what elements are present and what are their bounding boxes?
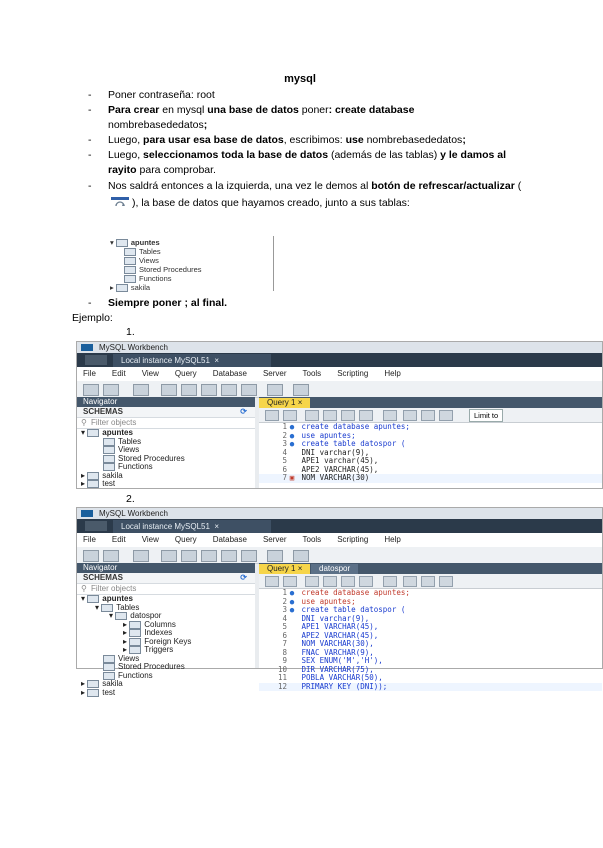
- line-number: 4: [282, 613, 287, 623]
- tree-label: Tables: [139, 247, 161, 256]
- folder-icon: [129, 621, 141, 629]
- code-text: APE1 varchar(45),: [301, 456, 379, 465]
- tree-label: sakila: [102, 679, 123, 689]
- menu-tools[interactable]: Tools: [302, 535, 322, 544]
- window-title: MySQL Workbench: [99, 509, 168, 518]
- explain-icon[interactable]: [341, 410, 355, 421]
- menu-query[interactable]: Query: [174, 369, 197, 378]
- code-line: [259, 683, 602, 692]
- database-icon: [87, 689, 99, 697]
- example-number-1: 1.: [126, 326, 135, 338]
- code-line: 3 ● create table datospor (: [259, 606, 602, 615]
- tree-label: apuntes: [130, 238, 160, 247]
- autocommit-icon[interactable]: [439, 410, 453, 421]
- refresh-icon: [108, 197, 132, 209]
- navigator-panel: [77, 397, 255, 488]
- tree-item-tables: [124, 247, 161, 256]
- code-text: APE2 VARCHAR(45),: [301, 630, 379, 640]
- refresh-icon[interactable]: ⟳: [240, 573, 247, 582]
- tree-item-procedures: [124, 265, 202, 274]
- window-title: MySQL Workbench: [99, 343, 168, 352]
- schemas-header: [77, 407, 255, 418]
- create-view-icon[interactable]: [201, 550, 217, 562]
- line-number: 2: [282, 430, 287, 440]
- window-titlebar: [77, 342, 602, 353]
- toggle-error-icon[interactable]: [383, 410, 397, 421]
- tree-label: Tables: [116, 602, 140, 612]
- editor-toolbar: [259, 408, 602, 423]
- tree-label: Columns: [144, 619, 176, 629]
- folder-icon: [124, 275, 136, 283]
- final-note: [88, 296, 528, 311]
- text: en mysql: [159, 104, 208, 116]
- tree-label: Tables: [118, 436, 142, 446]
- folder-icon: [129, 638, 141, 646]
- navigator-header: Navigator: [77, 397, 255, 407]
- tab-label: Local instance MySQL51: [121, 522, 210, 531]
- line-number: 1: [282, 588, 287, 597]
- tree-item-test[interactable]: ▸ test: [81, 687, 116, 697]
- folder-icon: [124, 248, 136, 256]
- menu-server[interactable]: Server: [262, 535, 287, 544]
- main-toolbar: [77, 547, 602, 564]
- query-editor: [259, 397, 602, 488]
- menu-file[interactable]: File: [83, 369, 96, 378]
- document-title: mysql: [284, 73, 316, 85]
- tab-label: Query 1: [267, 398, 296, 407]
- create-procedure-icon[interactable]: [221, 384, 237, 396]
- create-schema-icon[interactable]: [161, 384, 177, 396]
- line-number: 10: [277, 664, 287, 674]
- database-icon: [116, 284, 128, 292]
- tree-label: Indexes: [144, 628, 173, 638]
- line-number: 1: [282, 422, 287, 431]
- bullet-create-db: [88, 103, 528, 133]
- create-table-icon[interactable]: [181, 384, 197, 396]
- tab-query-1[interactable]: Query 1 ×: [259, 564, 310, 574]
- menu-edit[interactable]: Edit: [111, 369, 126, 378]
- open-file-icon[interactable]: [265, 576, 279, 587]
- open-sql-icon[interactable]: [103, 550, 119, 562]
- bold-text: seleccionamos toda la base de datos: [143, 149, 329, 161]
- code-text: use apuntes;: [301, 430, 356, 440]
- sql-code[interactable]: [259, 423, 602, 483]
- bold-text: una base de datos: [207, 104, 299, 116]
- new-sql-tab-icon[interactable]: [83, 550, 99, 562]
- text: para comprobar.: [136, 164, 216, 176]
- code-text: use apuntes;: [301, 596, 356, 606]
- stop-icon[interactable]: [359, 410, 373, 421]
- tree-item-foreign-keys[interactable]: ▸ Foreign Keys: [123, 636, 192, 646]
- bold-text: : create database: [328, 104, 415, 116]
- tree-label: Stored Procedures: [118, 662, 185, 672]
- bold-text: ;: [203, 119, 208, 131]
- menubar: [77, 533, 602, 547]
- tree-label: Functions: [118, 670, 153, 680]
- tree-item-apuntes[interactable]: ▾ apuntes: [81, 594, 133, 604]
- refresh-icon[interactable]: ⟳: [240, 407, 247, 416]
- create-function-icon[interactable]: [241, 384, 257, 396]
- tree-item-triggers[interactable]: ▸ Triggers: [123, 645, 174, 655]
- folder-icon: [103, 438, 115, 446]
- line-number: 2: [282, 596, 287, 606]
- code-line: 2 ● use apuntes;: [259, 432, 602, 441]
- sql-code[interactable]: [259, 589, 602, 691]
- table-icon: [115, 612, 127, 620]
- code-text: DNI varchar(9),: [301, 447, 370, 457]
- explain-icon[interactable]: [341, 576, 355, 587]
- commit-icon[interactable]: [403, 410, 417, 421]
- tree-item-tables[interactable]: ▾ Tables: [95, 602, 140, 612]
- connection-tab[interactable]: Local instance MySQL51 ×: [113, 520, 271, 533]
- tree-label: sakila: [130, 283, 151, 292]
- tab-label: Query 1: [267, 564, 296, 573]
- menu-edit[interactable]: Edit: [111, 535, 126, 544]
- text: Luego,: [108, 134, 144, 146]
- database-icon: [87, 680, 99, 688]
- tab-datospor[interactable]: [311, 564, 358, 574]
- tree-label: Views: [139, 256, 159, 265]
- workbench-screenshot-2: [76, 507, 603, 697]
- bullet-use-db: [88, 133, 528, 148]
- menu-query[interactable]: Query: [174, 535, 197, 544]
- line-number: 3: [282, 605, 287, 614]
- tree-item-sakila[interactable]: ▸ sakila: [81, 679, 123, 689]
- menu-file[interactable]: File: [83, 535, 96, 544]
- code-line: 1 ● create database apuntes;: [259, 423, 602, 432]
- code-text: create table datospor (: [301, 605, 406, 614]
- menu-tools[interactable]: Tools: [302, 369, 322, 378]
- database-icon: [87, 472, 99, 480]
- tree-label: Stored Procedures: [139, 265, 202, 274]
- autocommit-icon[interactable]: [439, 576, 453, 587]
- create-procedure-icon[interactable]: [221, 550, 237, 562]
- code-line: 1 ● create database apuntes;: [259, 589, 602, 598]
- tab-label: Local instance MySQL51: [121, 356, 210, 365]
- tree-label: apuntes: [102, 594, 133, 604]
- search-table-icon[interactable]: [267, 550, 283, 562]
- schema-tree-snippet: [108, 236, 274, 291]
- window-titlebar: [77, 508, 602, 519]
- connection-tab[interactable]: Local instance MySQL51 ×: [113, 354, 271, 367]
- commit-icon[interactable]: [403, 576, 417, 587]
- bullet-select-db: [88, 148, 528, 178]
- text: Nos saldrá entonces a la izquierda, una vez le demos al: [108, 180, 372, 192]
- line-number: 5: [282, 622, 287, 631]
- bold-text: para usar esa base de datos: [143, 134, 284, 146]
- bold-text: ;: [462, 134, 466, 146]
- tree-label: test: [102, 479, 116, 489]
- tree-label: test: [102, 687, 116, 697]
- tree-item-datospor[interactable]: ▾ datospor: [109, 611, 162, 621]
- line-number: 12: [277, 681, 287, 691]
- code-line: 3 ● create table datospor (: [259, 440, 602, 449]
- folder-icon: [129, 629, 141, 637]
- text: (: [514, 180, 522, 192]
- connection-tabbar: [77, 519, 602, 533]
- menu-view[interactable]: View: [141, 369, 159, 378]
- execute-icon[interactable]: [305, 576, 319, 587]
- inspector-icon[interactable]: [133, 550, 149, 562]
- tree-item-sakila: ▸ sakila: [110, 283, 151, 292]
- folder-icon: [124, 266, 136, 274]
- tree-label: Stored Procedures: [118, 453, 185, 463]
- save-icon[interactable]: [283, 410, 297, 421]
- folder-icon: [124, 257, 136, 265]
- text: nombrebasededatos: [363, 134, 463, 146]
- reconnect-icon[interactable]: [293, 384, 309, 396]
- tree-item-tables[interactable]: [77, 438, 255, 447]
- instructions-list: [88, 88, 528, 212]
- tree-item-test[interactable]: ▸ test: [81, 479, 116, 489]
- code-text: create database apuntes;: [301, 588, 410, 597]
- open-sql-icon[interactable]: [103, 384, 119, 396]
- filter-placeholder: Filter objects: [91, 418, 137, 427]
- tree-item-procedures[interactable]: [77, 663, 255, 672]
- line-number: 7: [282, 639, 287, 648]
- code-text: APE2 VARCHAR(45),: [301, 464, 379, 474]
- database-icon: [87, 595, 99, 603]
- menu-server[interactable]: Server: [262, 369, 287, 378]
- menu-database[interactable]: Database: [212, 369, 247, 378]
- tree-label: Views: [118, 653, 140, 663]
- home-icon[interactable]: [85, 355, 107, 365]
- code-text: APE1 VARCHAR(45),: [301, 622, 379, 631]
- line-number: 6: [282, 630, 287, 640]
- code-text: POBLA VARCHAR(50),: [301, 673, 383, 682]
- folder-icon: [103, 663, 115, 671]
- rollback-icon[interactable]: [421, 576, 435, 587]
- tree-label: sakila: [102, 470, 123, 480]
- search-table-icon[interactable]: [267, 384, 283, 396]
- menu-view[interactable]: View: [141, 535, 159, 544]
- schemas-label: SCHEMAS: [83, 573, 124, 582]
- navigator-panel: [77, 563, 255, 697]
- text: Luego,: [108, 149, 144, 161]
- tab-label: datospor: [319, 564, 351, 573]
- code-text: NOM VARCHAR(30): [301, 473, 370, 482]
- tree-item-apuntes[interactable]: ▾ apuntes: [81, 428, 133, 438]
- tree-item-procedures[interactable]: [77, 455, 255, 464]
- code-line: 7 ▣ NOM VARCHAR(30): [259, 474, 602, 483]
- example-label: Ejemplo:: [72, 312, 113, 324]
- bold-text: use: [345, 134, 364, 146]
- text: (además de las tablas): [328, 149, 441, 161]
- line-number: 6: [282, 464, 287, 474]
- bullet-text: Poner contraseña: root: [108, 89, 215, 101]
- code-text: SEX ENUM('M','H'),: [301, 656, 383, 665]
- open-file-icon[interactable]: [265, 410, 279, 421]
- example-number-2: 2.: [126, 493, 135, 505]
- tree-item-functions: [124, 274, 172, 283]
- menubar: [77, 367, 602, 381]
- create-view-icon[interactable]: [201, 384, 217, 396]
- schemas-label: SCHEMAS: [83, 407, 124, 416]
- tree-label: Triggers: [144, 645, 174, 655]
- tree-label: Foreign Keys: [144, 636, 192, 646]
- code-line: 2 ● use apuntes;: [259, 598, 602, 607]
- line-number: 3: [282, 439, 287, 448]
- code-text: PRIMARY KEY (DNI));: [301, 681, 388, 691]
- line-number: 5: [282, 456, 287, 465]
- search-icon: ⚲: [81, 584, 87, 593]
- bold-text: Para crear: [108, 104, 160, 116]
- query-editor: [259, 563, 602, 691]
- code-text: create database apuntes;: [301, 422, 410, 431]
- text: poner: [298, 104, 329, 116]
- new-sql-tab-icon[interactable]: [83, 384, 99, 396]
- search-icon: ⚲: [81, 418, 87, 427]
- tab-query-1[interactable]: Query 1 ×: [259, 398, 310, 408]
- folder-icon: [103, 446, 115, 454]
- limit-select[interactable]: Limit to: [469, 409, 503, 422]
- line-number: 7: [282, 473, 287, 482]
- navigator-header: Navigator: [77, 563, 255, 573]
- create-schema-icon[interactable]: [161, 550, 177, 562]
- workbench-screenshot-1: [76, 341, 603, 489]
- code-text: DNI varchar(9),: [301, 613, 370, 623]
- database-icon: [116, 239, 128, 247]
- query-tabs: [259, 397, 602, 408]
- bold-text: y le damos al rayito: [108, 149, 507, 176]
- create-table-icon[interactable]: [181, 550, 197, 562]
- line-number: 8: [282, 647, 287, 657]
- home-icon[interactable]: [85, 521, 107, 531]
- filter-placeholder: Filter objects: [91, 584, 137, 593]
- execute-icon[interactable]: [305, 410, 319, 421]
- bullet-semicolon: [88, 296, 528, 311]
- tree-item-sakila[interactable]: ▸ sakila: [81, 470, 123, 480]
- tree-label: Functions: [139, 274, 172, 283]
- code-text: create table datospor (: [301, 439, 406, 448]
- save-icon[interactable]: [283, 576, 297, 587]
- reconnect-icon[interactable]: [293, 550, 309, 562]
- text: nombrebasededatos: [108, 119, 204, 131]
- code-text: NOM VARCHAR(30),: [301, 639, 374, 648]
- workbench-logo-icon: [81, 344, 93, 351]
- folder-icon: [103, 655, 115, 663]
- database-icon: [87, 429, 99, 437]
- menu-scripting[interactable]: Scripting: [337, 535, 369, 544]
- tree-item-indexes[interactable]: ▸ Indexes: [123, 628, 173, 638]
- bold-text: botón de refrescar/actualizar: [371, 180, 515, 192]
- tree-label: apuntes: [102, 428, 133, 438]
- tree-label: Views: [118, 445, 140, 455]
- workbench-logo-icon: [81, 510, 93, 517]
- menu-help[interactable]: Help: [384, 535, 401, 544]
- menu-help[interactable]: Help: [384, 369, 401, 378]
- folder-icon: [103, 455, 115, 463]
- menu-database[interactable]: Database: [212, 535, 247, 544]
- toggle-error-icon[interactable]: [383, 576, 397, 587]
- execute-current-icon[interactable]: [323, 410, 337, 421]
- stop-icon[interactable]: [359, 576, 373, 587]
- tree-item-columns[interactable]: ▸ Columns: [123, 619, 176, 629]
- tree-label: datospor: [130, 611, 162, 621]
- inspector-icon[interactable]: [133, 384, 149, 396]
- main-toolbar: [77, 381, 602, 398]
- text: ), la base de datos que hayamos creado, junto a sus tablas:: [132, 197, 410, 209]
- editor-toolbar: [259, 574, 602, 589]
- tree-label: Functions: [118, 462, 153, 472]
- text: , escribimos:: [283, 134, 346, 146]
- schemas-header: [77, 573, 255, 584]
- connection-tabbar: [77, 353, 602, 367]
- bold-text: Siempre poner ; al final.: [108, 297, 228, 309]
- bullet-refresh: [88, 178, 528, 212]
- create-function-icon[interactable]: [241, 550, 257, 562]
- execute-current-icon[interactable]: [323, 576, 337, 587]
- code-text: DIR VARCHAR(75),: [301, 664, 374, 674]
- tree-item-apuntes: ▾ apuntes: [110, 238, 160, 247]
- tree-item-views: [124, 256, 159, 265]
- line-number: 4: [282, 447, 287, 457]
- line-number: 9: [282, 656, 287, 665]
- rollback-icon[interactable]: [421, 410, 435, 421]
- menu-scripting[interactable]: Scripting: [337, 369, 369, 378]
- code-text: FNAC VARCHAR(9),: [301, 647, 374, 657]
- database-icon: [87, 480, 99, 488]
- query-tabs: [259, 563, 602, 574]
- bullet-password: [88, 88, 528, 103]
- line-number: 11: [277, 673, 287, 682]
